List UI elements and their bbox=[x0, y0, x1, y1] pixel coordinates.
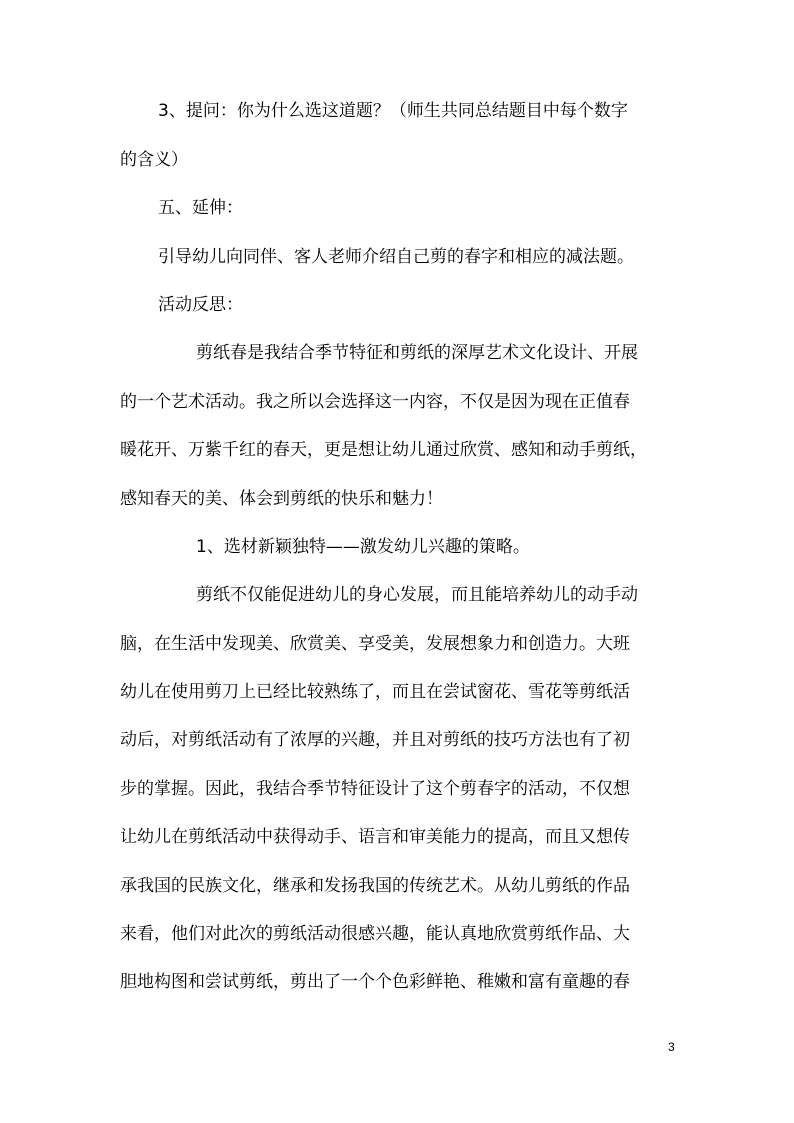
text-line: 幼儿在使用剪刀上已经比较熟练了，而且在尝试窗花、雪花等剪纸活 bbox=[120, 682, 630, 702]
section-heading: 五、延伸： bbox=[158, 198, 243, 218]
text-line: 暖花开、万紫千红的春天，更是想让幼儿通过欣赏、感知和动手剪纸， bbox=[120, 440, 647, 460]
section-heading: 活动反思： bbox=[158, 295, 243, 315]
text-line: 的含义） bbox=[120, 150, 188, 170]
text-line: 3、提问：你为什么选这道题？（师生共同总结题目中每个数字 bbox=[158, 101, 628, 121]
text-line: 步的掌握。因此，我结合季节特征设计了这个剪春字的活动，不仅想 bbox=[120, 779, 630, 799]
text-line: 让幼儿在剪纸活动中获得动手、语言和审美能力的提高，而且又想传 bbox=[120, 827, 630, 847]
text-line: 剪纸春是我结合季节特征和剪纸的深厚艺术文化设计、开展 bbox=[196, 343, 638, 363]
text-line: 胆地构图和尝试剪纸，剪出了一个个色彩鲜艳、稚嫩和富有童趣的春 bbox=[120, 972, 630, 992]
text-line: 动后，对剪纸活动有了浓厚的兴趣，并且对剪纸的技巧方法也有了初 bbox=[120, 730, 630, 750]
subheading: 1、选材新颖独特——激发幼儿兴趣的策略。 bbox=[196, 537, 530, 557]
text-line: 脑，在生活中发现美、欣赏美、享受美，发展想象力和创造力。大班 bbox=[120, 634, 630, 654]
text-line: 的一个艺术活动。我之所以会选择这一内容，不仅是因为现在正值春 bbox=[120, 392, 630, 412]
text-line: 来看，他们对此次的剪纸活动很感兴趣，能认真地欣赏剪纸作品、大 bbox=[120, 924, 630, 944]
text-line: 剪纸不仅能促进幼儿的身心发展，而且能培养幼儿的动手动 bbox=[196, 585, 638, 605]
page-number: 3 bbox=[668, 1040, 675, 1054]
text-line: 引导幼儿向同伴、客人老师介绍自己剪的春字和相应的减法题。 bbox=[158, 247, 634, 267]
text-line: 感知春天的美、体会到剪纸的快乐和魅力！ bbox=[120, 489, 443, 509]
text-line: 承我国的民族文化，继承和发扬我国的传统艺术。从幼儿剪纸的作品 bbox=[120, 876, 630, 896]
